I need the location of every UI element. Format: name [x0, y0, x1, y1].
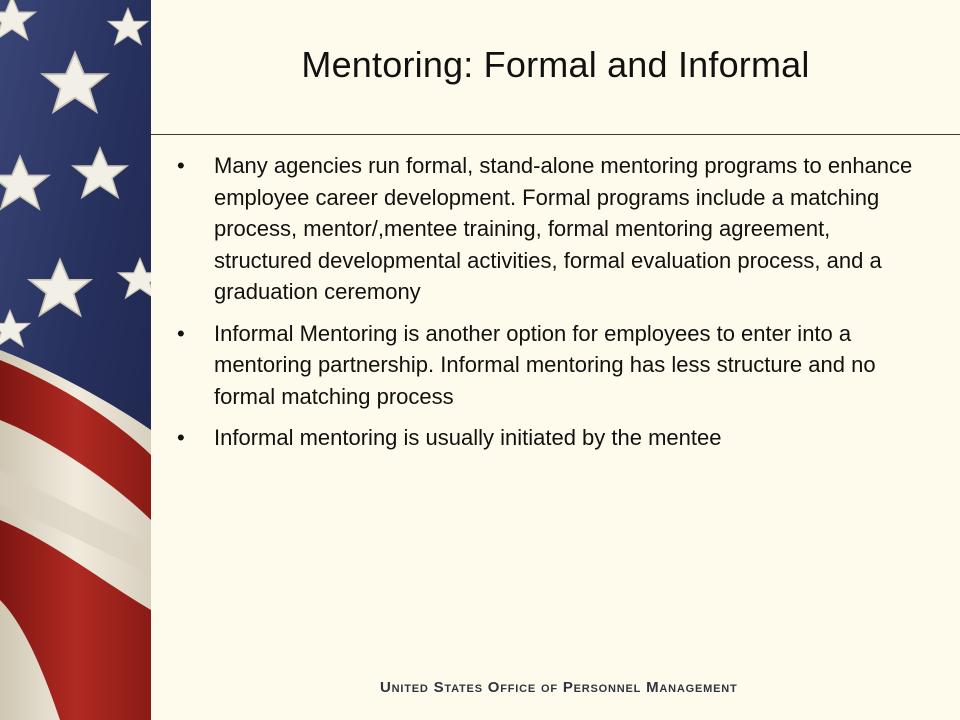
bullet-marker: • [177, 320, 185, 346]
bullet-item [177, 318, 917, 413]
bullet-text: Many agencies run formal, stand-alone mentoring programs to enhance employee career development. Formal programs include a matching process, mentor/,mentee training, formal mentoring agreement, structured developmental activities, formal evaluation process, and a graduation ceremony [214, 153, 913, 304]
bullet-text: Informal Mentoring is another option for employees to enter into a mentoring partnership. Informal mentoring has less structure and no formal matching process [214, 320, 876, 409]
bullet-marker: • [177, 153, 185, 178]
bullet-item [177, 150, 917, 308]
bullet-marker: • [177, 425, 185, 450]
title-divider [151, 134, 960, 135]
bullet-list [177, 150, 917, 464]
flag-image [0, 0, 151, 720]
footer-organization: United States Office of Personnel Management [380, 679, 738, 696]
bullet-item [177, 422, 917, 454]
bullet-text: Informal mentoring is usually initiated by the mentee [214, 425, 722, 450]
slide-title: Mentoring: Formal and Informal [301, 44, 810, 85]
